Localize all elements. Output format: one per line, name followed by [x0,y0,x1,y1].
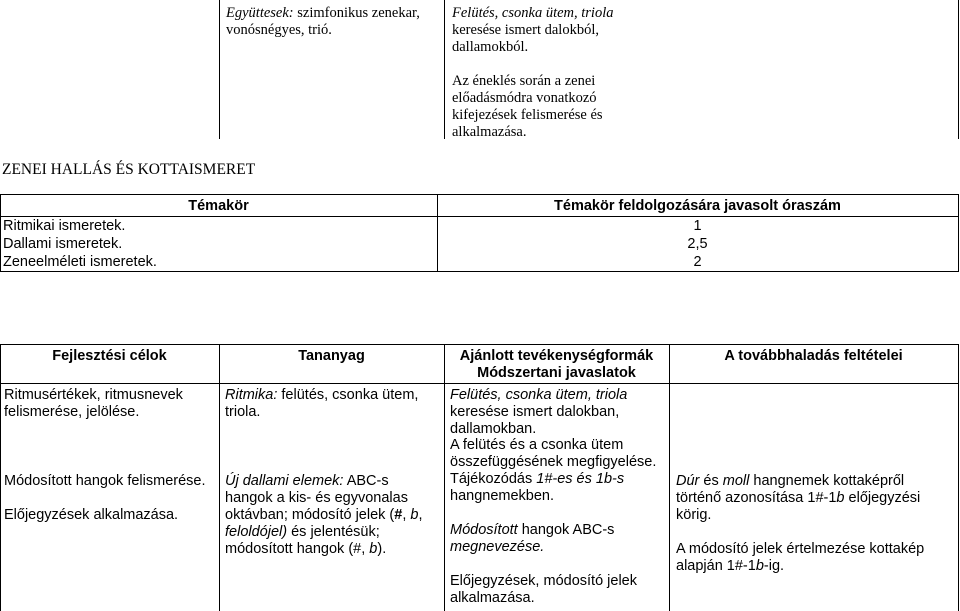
melodic-elements-label: Új dallami elemek: [225,473,344,489]
top-left-cell [226,5,436,39]
orientation-text [450,471,662,505]
hours-row-topic: Zeneelméleti ismeretek. [3,254,157,270]
hours-header-topic: Témakör [188,198,249,214]
flat-sign: b [836,490,845,506]
dev-header-progress: A továbbhaladás feltételei [724,348,903,364]
progress-text: -ig. [763,558,785,574]
upbeat-italic: Felütés, csonka ütem, triola [450,387,628,403]
ensembles-text: szimfonikus zenekar, vonósnégyes, trió. [226,5,420,38]
row2-progress [676,473,952,575]
material-text: , [402,507,407,523]
top-table-border-right [958,0,959,139]
hours-table-right [958,194,959,272]
top-table-border-left [219,0,220,139]
minor-word: moll [722,473,750,489]
upbeat-rest: keresése ismert dalokban, dallamokban. [450,404,620,437]
sharp-sign: # [394,507,403,523]
row1-goals: Ritmusértékek, ritmusnevek felismerése, jelölése. [4,387,183,420]
ensembles-label: Együttesek: [226,5,294,21]
orientation-text-part: hangnemekben. [450,488,554,504]
major-minor-identification [676,473,952,524]
hours-row-topic: Dallami ismeretek. [3,236,123,252]
progress-text: és [703,473,719,489]
key-signature-usage: Előjegyzések, módosító jelek alkalmazása. [450,573,637,606]
hours-row-hours: 2 [693,254,702,270]
row1-activities [450,387,660,438]
accidentals-interpretation [676,541,952,575]
major-word: Dúr [676,473,700,489]
dev-table-top [0,344,958,345]
top-right-cell [452,5,632,141]
altered-rest: hangok ABC-s [521,522,615,538]
hours-header-hours: Témakör feldolgozására javasolt óraszám [554,198,841,214]
altered-naming [450,522,662,556]
dev-table-right [958,344,959,611]
altered-notes-goal: Módosított hangok felismerése. [4,473,206,489]
material-text: és jelentésük; módosított hangok (#, [225,524,380,557]
hours-row-hours: 2,5 [687,236,708,252]
section-heading: ZENEI HALLÁS ÉS KOTTAISMERET [2,161,256,178]
flat-sign: b [410,507,419,523]
row2-material [225,473,439,558]
orientation-keys: 1#-es és 1b-s [536,471,625,487]
dev-header-activities-line1: Ajánlott tevékenységformák [459,348,654,364]
progress-text: A módosító jelek értelmezése kottakép alapján 1#-1 [676,541,925,574]
key-signature-goal: Előjegyzések alkalmazása. [4,507,179,523]
rhythm-label: Ritmika: [225,387,278,403]
hours-row-topic: Ritmikai ismeretek. [3,218,126,234]
material-text: , [418,507,423,523]
material-text: ). [377,541,387,557]
dev-header-activities-line2: Módszertani javaslatok [477,365,636,381]
row2-activities [450,437,662,607]
flat-sign: b [755,558,764,574]
top-table-border-mid [444,0,445,139]
dev-header-activities [444,348,669,382]
rhythm-text: felütés, csonka ütem, triola. [225,387,419,420]
upbeat-search-paragraph [452,5,632,56]
hours-row-hours: 1 [693,218,702,234]
dev-header-material: Tananyag [298,348,365,364]
upbeat-rest: keresése ismert dalokból, dallamokból. [452,22,599,55]
upbeat-italic: Felütés, csonka ütem, triola [452,5,614,21]
natural-sign: feloldójel) [225,524,288,540]
hours-table-header-bottom [0,216,958,217]
hours-table-bottom [0,271,958,272]
material-text: ABC-s hangok a kis- és egyvonalas oktávban; módosító jelek ( [225,473,408,523]
dev-table-header-bottom [0,383,958,384]
dev-header-goals: Fejlesztési célok [52,348,167,364]
row1-material [225,387,440,421]
dev-table-col2 [219,344,220,611]
row2-goals [4,473,214,524]
dev-table-col4 [669,344,670,611]
hours-table-top [0,194,958,195]
naming-word: megnevezése. [450,539,545,555]
altered-word: Módosított [450,522,518,538]
dev-table-left [0,344,1,611]
singing-paragraph: Az éneklés során a zenei előadásmódra vonatkozó kifejezések felismerése és alkalmazása. [452,73,603,140]
orientation-text-part: Tájékozódás [450,471,533,487]
dev-table-col3 [444,344,445,611]
upbeat-observation: A felütés és a csonka ütem összefüggésének megfigyelése. [450,437,657,470]
progress-text: előjegyzési körig. [676,490,921,523]
progress-text: hangnemek kottaképről történő azonosítása 1#-1 [676,473,905,506]
flat-sign: b [369,541,378,557]
